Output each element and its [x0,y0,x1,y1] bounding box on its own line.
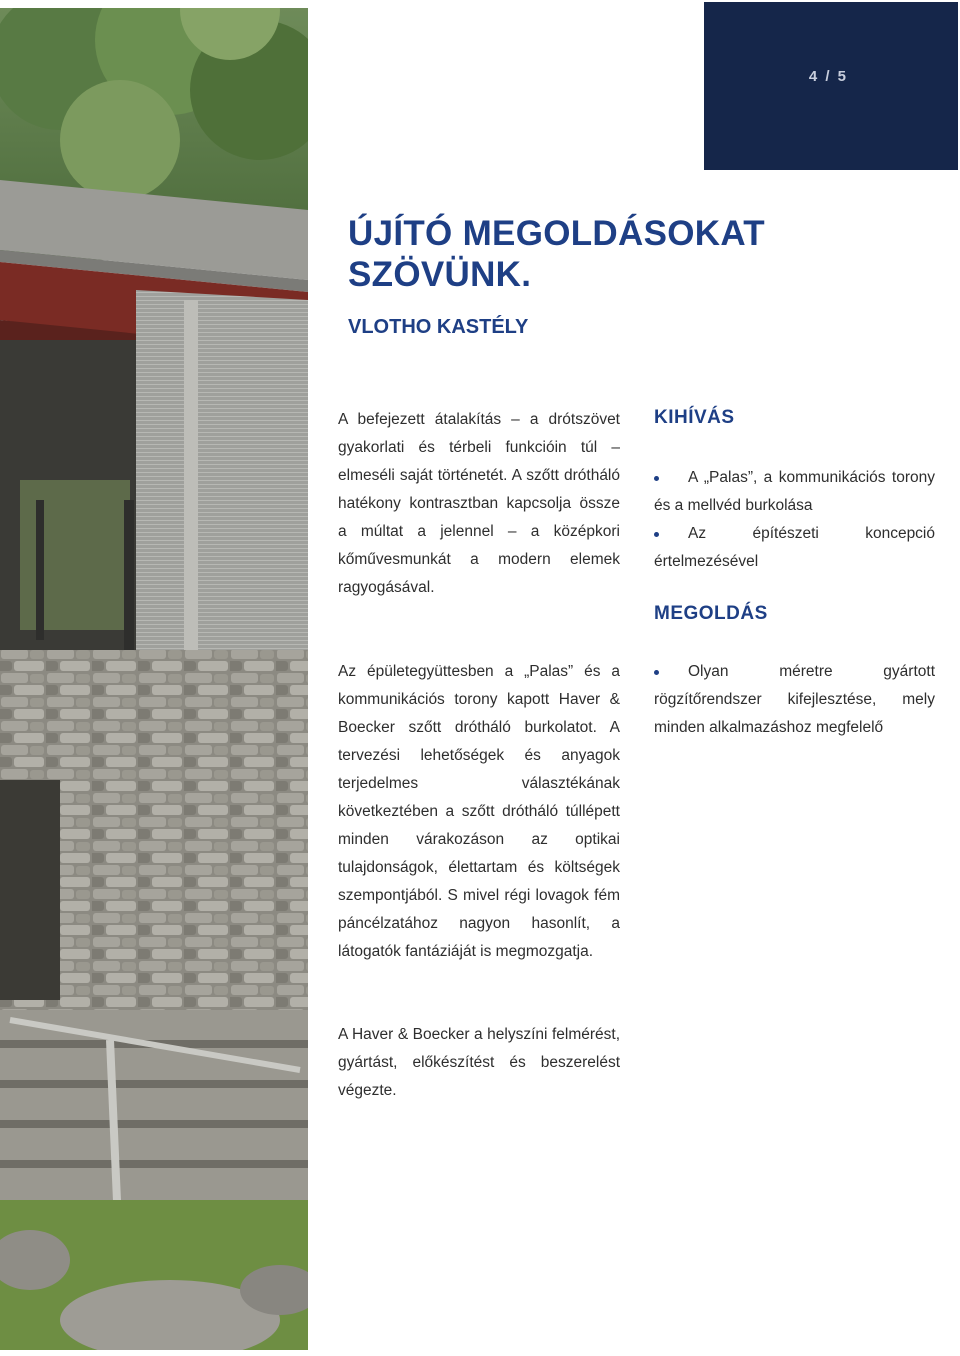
solution-list-block [654,658,935,742]
solution-item-1: Olyan méretre gyártott rögzítőrendszer kifejlesztése, mely minden alkalmazáshoz megfelelő [654,663,935,736]
headline [348,213,765,295]
list-item [654,658,935,742]
body-paragraph-3-block [338,1021,620,1105]
challenge-title: KIHÍVÁS [654,407,735,428]
page-number-box [704,2,958,170]
bullet-icon [654,670,659,675]
body-paragraph-3: A Haver & Boecker a helyszíni felmérést, gyártást, előkészítést és beszerelést végezte. [338,1026,620,1099]
page-number: 4 / 5 [808,68,848,85]
challenge-list-block [654,464,935,576]
body-paragraph-2: Az épületegyüttesben a „Palas” és a kommunikációs torony kapott Haver & Boecker szőtt drótháló burkolatot. A tervezési lehetőségek és anyagok terjedelmes választékának következtében a szőtt drótháló túllépett minden várakozáson az optikai tulajdonságok, élettartam és költségek szempontjából. S mivel régi lovagok fém páncélzatához nagyon hasonlít, a látogatók fantáziáját is megmozgatja. [338,663,620,960]
headline-line-2: SZÖVÜNK. [348,255,532,294]
body-paragraph-2-block [338,658,620,966]
body-paragraph-1: A befejezett átalakítás – a drótszövet gyakorlati és térbeli funkcióin túl – elmeséli saját történetét. A szőtt drótháló hatékony kontrasztban kapcsolja össze a múltat a jelennel – a középkori kőművesmunkát a modern elemek ragyogásával. [338,411,620,596]
solution-title: MEGOLDÁS [654,603,768,624]
bullet-icon [654,476,659,481]
bullet-icon [654,532,659,537]
challenge-item-1: A „Palas”, a kommunikációs torony és a mellvéd burkolása [654,469,935,514]
list-item [654,520,935,576]
list-item [654,464,935,520]
headline-line-1: ÚJÍTÓ MEGOLDÁSOKAT [348,214,765,253]
challenge-list [654,464,935,576]
castle-photo [0,0,308,1356]
body-paragraph-1-block [338,406,620,602]
solution-list [654,658,935,742]
challenge-item-2: Az építészeti koncepció értelmezésével [654,525,935,570]
subheadline: VLOTHO KASTÉLY [348,316,529,338]
